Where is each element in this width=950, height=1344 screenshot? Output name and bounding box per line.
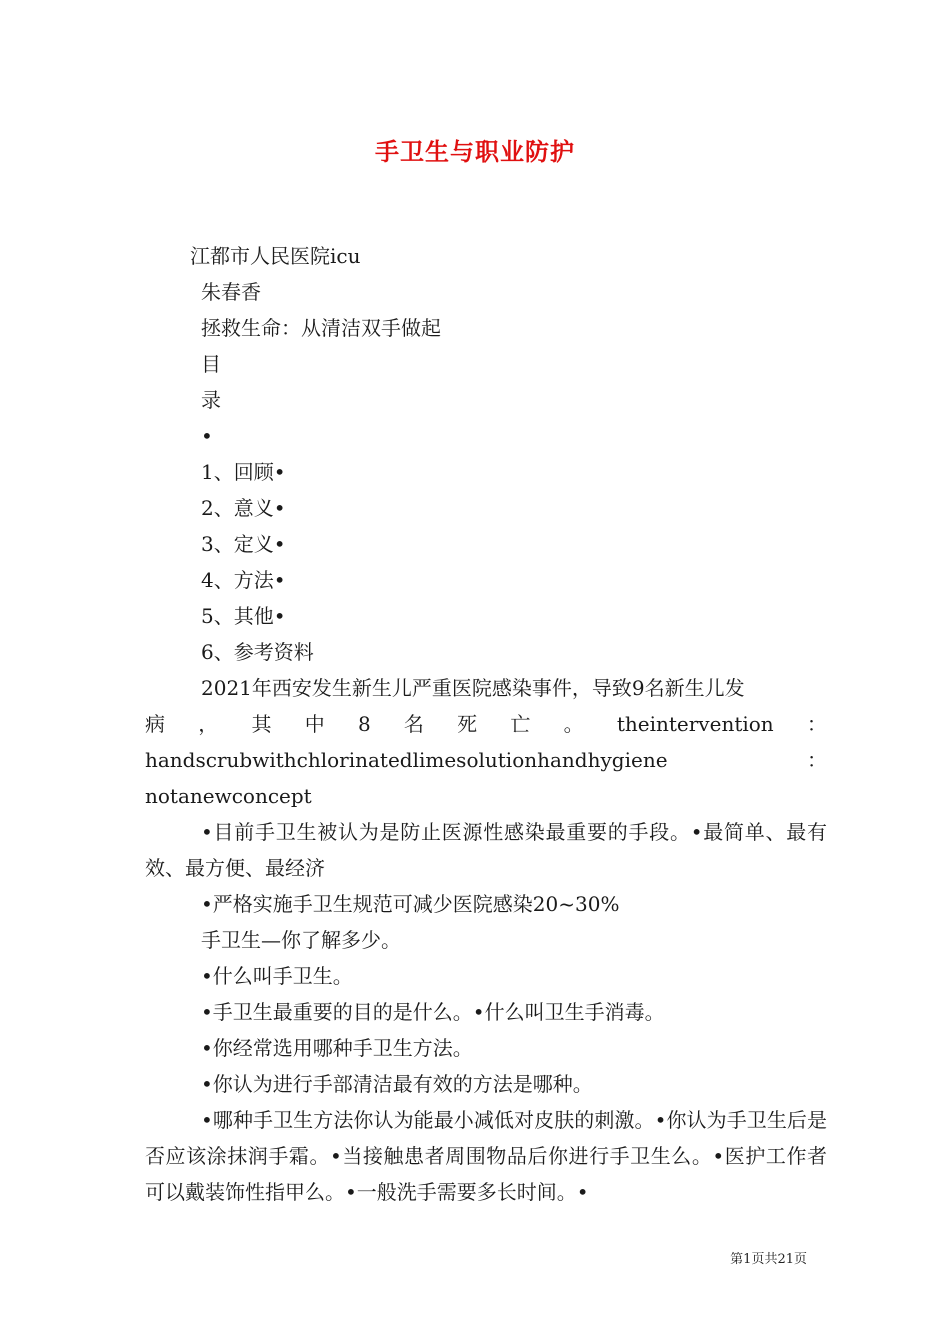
paragraph: 手卫生—你了解多少。 (201, 928, 401, 952)
word: ： (807, 748, 827, 772)
paragraph-justified-line (145, 706, 827, 742)
document-title: 手卫生与职业防护 (375, 137, 575, 166)
paragraph: •哪种手卫生方法你认为能最小减低对皮肤的刺激。•你认为手卫生后是否应该涂抹润手霜。•当接触患者周围物品后你进行手卫生么。•医护工作者可以戴装饰性指甲么。•一般洗手需要多长时间。• (145, 1108, 827, 1204)
paragraph-justified-line (145, 742, 827, 778)
toc-heading-part1: 目 (201, 352, 221, 376)
page-number: 第1页共21页 (730, 1252, 807, 1267)
author-affiliation: 江都市人民医院icu (190, 244, 361, 268)
document-body (145, 238, 827, 1210)
toc-heading-part2: 录 (201, 388, 221, 412)
toc-item: 1、回顾• (201, 460, 286, 484)
toc-item: 3、定义• (201, 532, 286, 556)
toc-item: 2、意义• (201, 496, 286, 520)
word: 亡 (510, 712, 531, 736)
word: theintervention (616, 712, 774, 736)
paragraph: •手卫生最重要的目的是什么。•什么叫卫生手消毒。 (201, 1000, 665, 1024)
toc-item: 5、其他• (201, 604, 286, 628)
word: 中 (304, 712, 325, 736)
paragraph: •你经常选用哪种手卫生方法。 (201, 1036, 473, 1060)
toc-item: 4、方法• (201, 568, 286, 592)
author-name: 朱春香 (201, 280, 261, 304)
word: 。 (563, 712, 584, 736)
subtitle: 拯救生命：从清洁双手做起 (201, 316, 441, 340)
toc-item: 6、参考资料 (201, 640, 314, 664)
paragraph-line: 2021年西安发生新生儿严重医院感染事件，导致9名新生儿发 (201, 676, 745, 700)
paragraph: •你认为进行手部清洁最有效的方法是哪种。 (201, 1072, 593, 1096)
word: 病 (145, 712, 165, 736)
word: ： (806, 712, 827, 736)
paragraph-line: notanewconcept (145, 784, 312, 808)
word: 8 (357, 712, 371, 736)
word: handscrubwithchlorinatedlimesolutionhandhygiene (145, 748, 668, 772)
word: 名 (403, 712, 424, 736)
toc-bullet: • (201, 424, 213, 448)
word: ， (198, 712, 219, 736)
word: 死 (457, 712, 478, 736)
paragraph: •严格实施手卫生规范可减少医院感染20~30% (201, 892, 620, 916)
paragraph: •目前手卫生被认为是防止医源性感染最重要的手段。•最简单、最有效、最方便、最经济 (145, 820, 827, 880)
word: 其 (251, 712, 272, 736)
paragraph: •什么叫手卫生。 (201, 964, 353, 988)
